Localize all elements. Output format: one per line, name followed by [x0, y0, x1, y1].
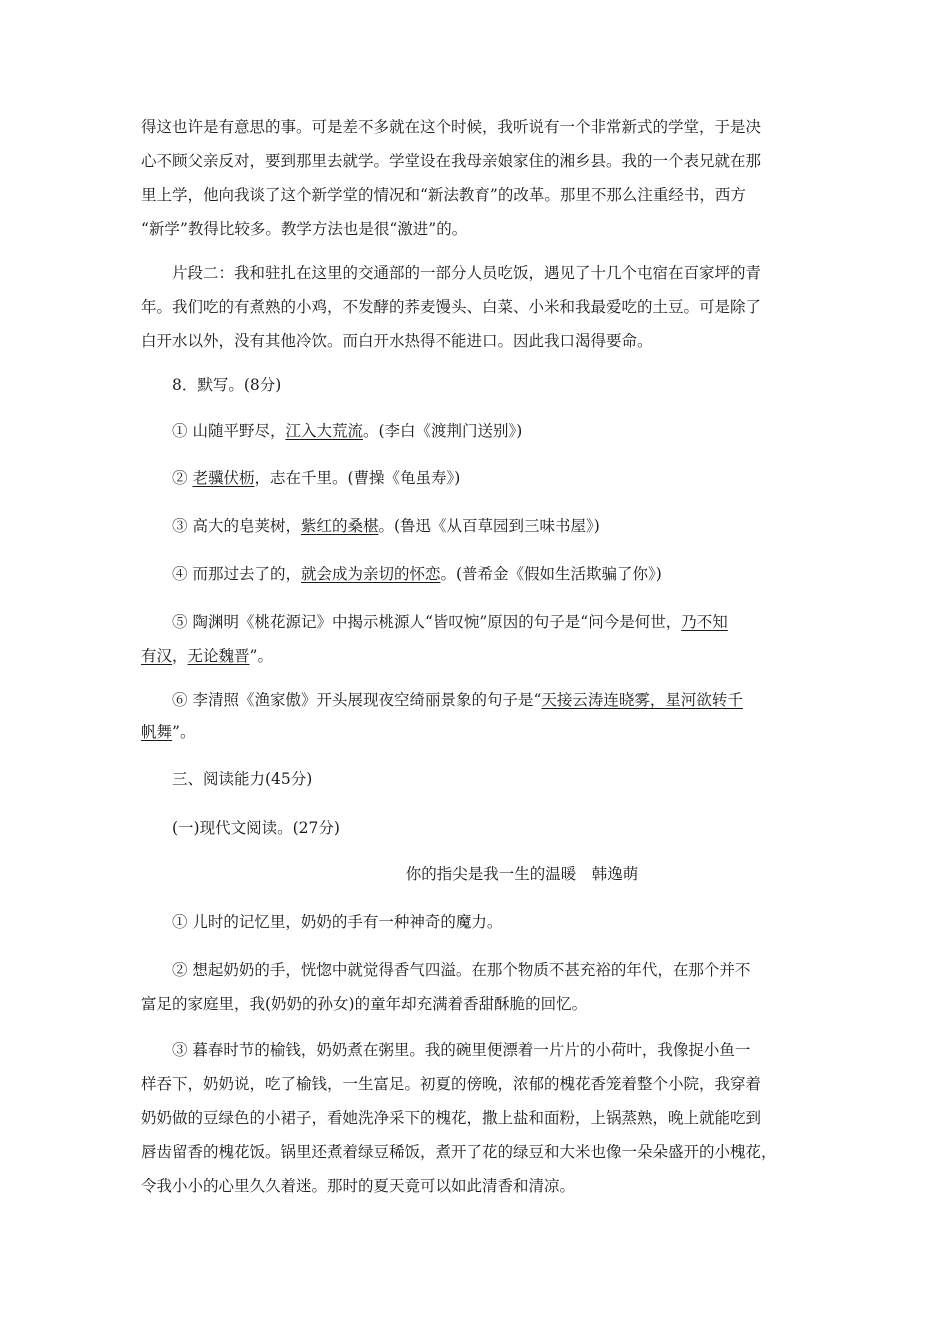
article-p2-line2: 富足的家庭里，我(奶奶的孙女)的童年却充满着香甜酥脆的回忆。: [141, 995, 588, 1013]
item-punct: ，: [172, 647, 188, 665]
article-p3-line3: 奶奶做的豆绿色的小裙子，看她洗净采下的槐花，撒上盐和面粉，上锅蒸熟，晚上就能吃到: [141, 1109, 762, 1127]
item-prefix: 高大的皂荚树，: [192, 517, 301, 535]
item-prefix: 而那过去了的，: [192, 565, 301, 583]
item-suffix: 。(鲁迅《从百草园到三味书屋》): [378, 517, 600, 535]
answer-text: 老骥伏枥: [192, 469, 255, 487]
item-suffix: ，志在千里。(曹操《龟虽寿》): [254, 469, 461, 487]
item-prefix: 陶渊明《桃花源记》中揭示桃源人“皆叹惋”原因的句子是“问今是何世，: [192, 613, 682, 631]
para2-line1: 片段二：我和驻扎在这里的交通部的一部分人员吃饭，遇见了十几个屯宿在百家坪的青: [172, 264, 762, 282]
answer-text: 星河欲转千: [665, 691, 743, 709]
answer-text: 紫红的桑椹: [300, 517, 379, 535]
answer-text: 乃不知: [681, 613, 728, 631]
article-p3-line2: 样吞下，奶奶说，吃了榆钱，一生富足。初夏的傍晚，浓郁的槐花香笼着整个小院，我穿着: [141, 1075, 762, 1093]
item-suffix: ”。: [172, 723, 196, 741]
article-p1: ① 儿时的记忆里，奶奶的手有一种神奇的魔力。: [172, 913, 503, 931]
answer-text: 无论魏晋: [187, 647, 250, 665]
item-suffix: ”。: [249, 647, 273, 665]
article-p3-line4: 唇齿留香的槐花饭。锅里还煮着绿豆稀饭，煮开了花的绿豆和大米也像一朵朵盛开的小槐花，: [141, 1143, 777, 1161]
q8-item5-line1: [172, 612, 812, 632]
answer-text: 就会成为亲切的怀恋: [300, 565, 441, 583]
answer-text: 天接云涛连晓雾: [541, 691, 650, 709]
q8-item4: [172, 564, 812, 584]
para1-line2: 心不顾父亲反对，要到那里去就学。学堂设在我母亲娘家住的湘乡县。我的一个表兄就在那: [141, 152, 762, 170]
article-p3-line1: ③ 暮春时节的榆钱，奶奶煮在粥里。我的碗里便漂着一片片的小荷叶，我像捉小鱼一: [172, 1041, 751, 1059]
item-number: ②: [172, 469, 188, 487]
q8-item2: [172, 468, 812, 488]
para1-line1: 得这也许是有意思的事。可是差不多就在这个时候，我听说有一个非常新式的学堂，于是决: [141, 118, 762, 136]
answer-text: 有汉: [141, 647, 173, 665]
item-prefix: 山随平野尽，: [192, 422, 286, 440]
item-number: ⑤: [172, 613, 188, 631]
item-number: ⑥: [172, 691, 188, 709]
section3-title: 三、阅读能力(45分): [172, 770, 313, 788]
q8-item6-line1: [172, 690, 812, 710]
item-number: ④: [172, 565, 188, 583]
article-title: 你的指尖是我一生的温暖 韩逸萌: [405, 865, 639, 883]
item-number: ①: [172, 422, 188, 440]
section3-subtitle: (一)现代文阅读。(27分): [172, 819, 340, 837]
para1-line4: “新学”教得比较多。教学方法也是很“激进”的。: [141, 220, 468, 238]
q8-item5-line2: [141, 646, 813, 666]
q8-item3: [172, 516, 812, 536]
para2-line3: 白开水以外，没有其他冷饮。而白开水热得不能进口。因此我口渴得要命。: [141, 332, 653, 350]
item-punct: ，: [649, 691, 666, 709]
item-prefix: 李清照《渔家傲》开头展现夜空绮丽景象的句子是“: [192, 691, 542, 709]
answer-text: 帆舞: [141, 723, 173, 741]
article-p3-line5: 令我小小的心里久久着迷。那时的夏天竟可以如此清香和清凉。: [141, 1177, 576, 1195]
answer-text: 江入大荒流: [285, 422, 363, 440]
q8-item1: [172, 421, 812, 441]
q8-title: 8．默写。(8分): [172, 376, 282, 394]
item-suffix: 。(普希金《假如生活欺骗了你》): [440, 565, 662, 583]
item-number: ③: [172, 517, 188, 535]
para2-line2: 年。我们吃的有煮熟的小鸡，不发酵的荞麦馒头、白菜、小米和我最爱吃的土豆。可是除了: [141, 298, 762, 316]
article-p2-line1: ② 想起奶奶的手，恍惚中就觉得香气四溢。在那个物质不甚充裕的年代，在那个并不: [172, 961, 751, 979]
para1-line3: 里上学，他向我谈了这个新学堂的情况和“新法教育”的改革。那里不那么注重经书，西方: [141, 186, 746, 204]
item-suffix: 。(李白《渡荆门送别》): [362, 422, 523, 440]
q8-item6-line2: [141, 722, 813, 742]
